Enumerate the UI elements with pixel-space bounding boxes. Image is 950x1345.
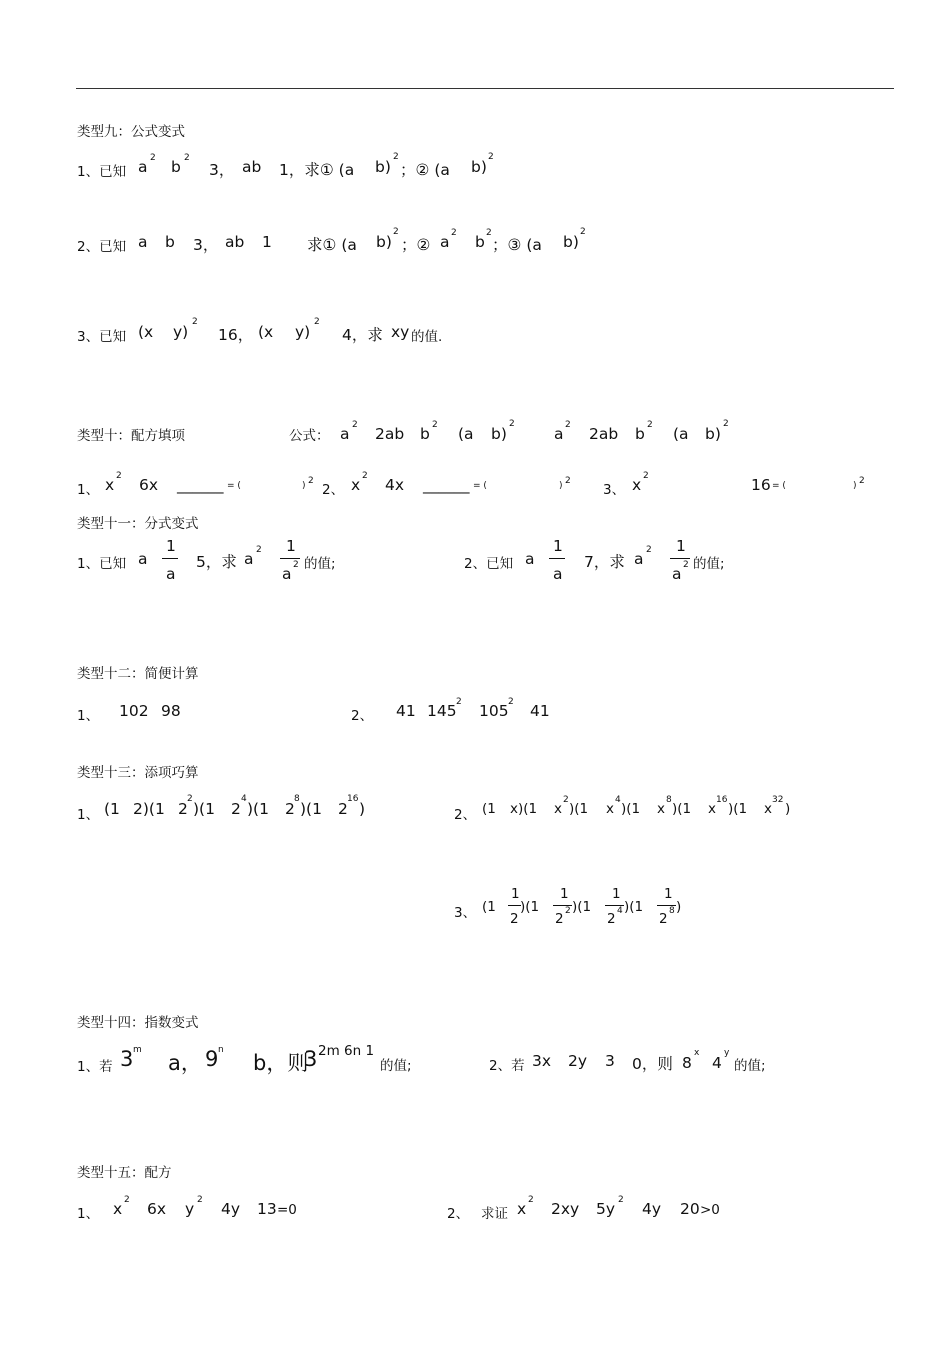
section-title-11: 类型十一：分式变式	[77, 516, 199, 532]
blank[interactable]: ______	[423, 476, 470, 494]
section-title-14: 类型十四：指数变式	[77, 1015, 199, 1031]
section-title-13: 类型十三：添项巧算	[77, 765, 199, 781]
problem-number: 2、	[447, 1206, 470, 1222]
problem-number: 1、	[77, 807, 100, 823]
problem-number: 1、若	[77, 1059, 113, 1075]
problem-number: 1、已知	[77, 556, 127, 572]
blank[interactable]: ______	[177, 476, 224, 494]
fraction-bar	[162, 558, 178, 559]
section-title-10: 类型十：配方填项	[77, 428, 185, 444]
problem-number: 1、已知	[77, 164, 127, 180]
problem-number: 2、若	[489, 1058, 525, 1074]
fraction-bar	[280, 558, 300, 559]
problem-number: 2、已知	[464, 556, 514, 572]
problem-number: 3、已知	[77, 329, 127, 345]
problem-number: 2、已知	[77, 239, 127, 255]
problem-number: 2、	[351, 708, 374, 724]
fraction-bar	[549, 558, 565, 559]
problem-number: 2、	[454, 807, 477, 823]
section-title-12: 类型十二：简便计算	[77, 666, 199, 682]
problem-number: 3、	[454, 905, 477, 921]
section-title-9: 类型九：公式变式	[77, 124, 185, 140]
fraction-bar	[670, 558, 690, 559]
header-rule	[76, 88, 894, 89]
problem-number: 1、	[77, 1206, 100, 1222]
formula-label: 公式：	[289, 428, 330, 444]
problem-number: 1、	[77, 708, 100, 724]
section-title-15: 类型十五：配方	[77, 1165, 172, 1181]
